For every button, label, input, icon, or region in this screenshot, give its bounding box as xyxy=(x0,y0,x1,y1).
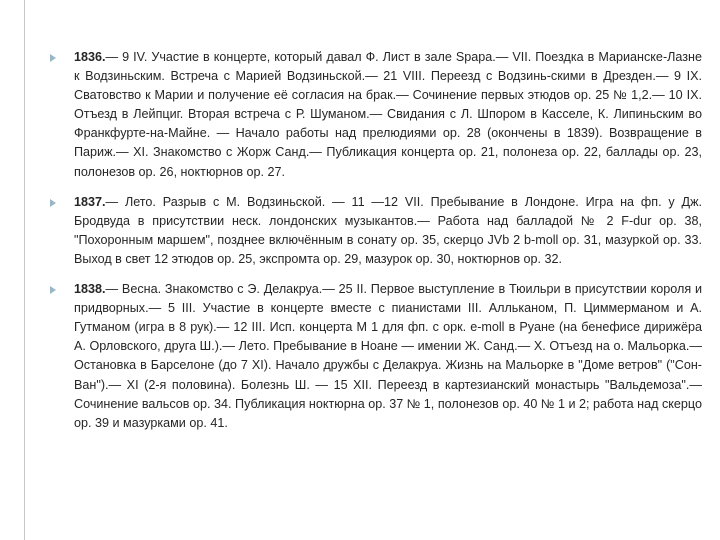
item-text: — Весна. Знакомство с Э. Делакруа.— 25 II. Первое выступление в Тюильри в присутствии короля и придворных.— 5 III. Участие в концерте вместе с пианистами III. Алльканом, П. Циммерманом и А. Гутманом (игра в 8 рук).— 12 III. Исп. концерта М 1 для фп. с орк. e-moll в Руане (на бенефисе дирижёра А. Орловского, друга Ш.).— Лето. Пребывание в Ноане — имении Ж. Санд.— X. Отъезд на о. Мальорка.— Остановка в Барселоне (до 7 XI). Начало дружбы с Делакруа. Жизнь на Мальорке в "Доме ветров" ("Сон-Ван").— XI (2-я половина). Болезнь Ш. — 15 XII. Переезд в картезианский монастырь "Вальдемоза".— Сочинение вальсов ор. 34. Публикация ноктюрна ор. 37 № 1, полонезов ор. 40 № 1 и 2; работа над скерцо ор. 39 и мазурками ор. 41. xyxy=(74,282,702,430)
bullet-icon xyxy=(50,199,56,207)
year-label: 1837. xyxy=(74,194,106,209)
list-item-1838 xyxy=(50,280,702,433)
item-text: — 9 IV. Участие в концерте, который давал Ф. Лист в зале Spapa.— VII. Поездка в Марианске-Лазне к Водзиньским. Встреча с Марией Водзиньской.— 21 VIII. Переезд с Водзинь-скими в Дрезден.— 9 IX. Сватовство к Марии и получение её согласия на брак.— Сочинение первых этюдов ор. 25 № 1,2.— 10 IX. Отъезд в Лейпциг. Вторая встреча с Р. Шуманом.— Свидания с Л. Шпором в Касселе, К. Липиньским во Франкфурте-на-Майне. — Начало работы над прелюдиями ор. 28 (окончены в 1839). Возвращение в Париж.— XI. Знакомство с Жорж Санд.— Публикация концерта ор. 21, полонеза ор. 22, баллады ор. 23, полонезов ор. 26, ноктюрнов ор. 27. xyxy=(74,50,702,179)
item-text: — Лето. Разрыв с М. Водзиньской. — 11 —12 VII. Пребывание в Лондоне. Игра на фп. у Дж. Бродвуда в присутствии неск. лондонских музыкантов.— Работа над балладой № 2 F-dur ор. 38, "Похоронным маршем", позднее включённым в сонату ор. 35, скерцо JVb 2 b-moll ор. 31, мазуркой ор. 33. Выход в свет 12 этюдов ор. 25, экспромта ор. 29, мазурок ор. 30, ноктюрнов ор. 32. xyxy=(74,194,702,266)
list-item-1836 xyxy=(50,48,702,182)
list-item-1837 xyxy=(50,193,702,269)
bullet-icon xyxy=(50,286,56,294)
year-label: 1838. xyxy=(74,282,106,297)
divider-line xyxy=(24,0,25,540)
chronology-list xyxy=(50,48,702,444)
bullet-icon xyxy=(50,54,56,62)
year-label: 1836. xyxy=(74,50,106,64)
